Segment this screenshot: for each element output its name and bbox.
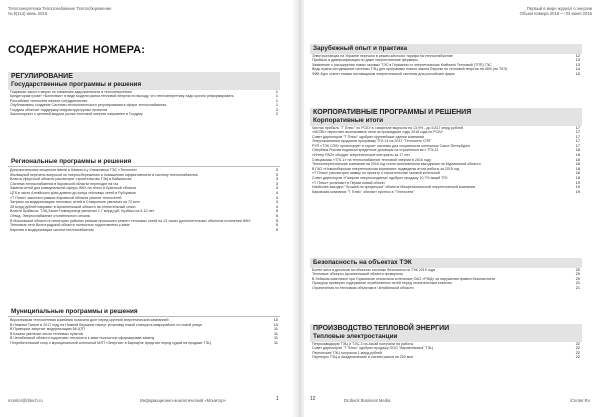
toc-entry-page: 5 [275,227,278,232]
toc-entry-title: Затраты на модернизацию тепловых сетей в Ставрополе увеличат на 73 млн [10,200,140,205]
toc-entry-title: Подписан закон о мерах по снижению задолженности в теплоэнергетике [10,89,133,94]
toc-entry-page: 22 [575,350,580,355]
toc-entry-page: 17 [575,130,580,135]
toc-entry-page: 11 [274,331,278,336]
toc-entry-page: 22 [575,346,580,351]
left-page [0,0,296,417]
regulation-section [8,72,280,117]
section-bar: Безопасность на объектах ТЭК [310,258,582,268]
toc-entry-page: 20 [575,267,580,272]
toc-entry[interactable] [8,341,280,346]
toc-entry[interactable] [310,72,582,77]
toc-entry-title: Российские теплосети начали сотрудничество [10,98,88,103]
toc-entry-title: В ГАО «Новосибирская энергетическая компания» подведены итоги работы за 2015 год [312,166,460,171]
corporate-list [310,126,582,195]
toc-entry-title: «МОЭК» перестает выплачивать пени за прошедшие годы 2016 года по РСБУ [312,130,443,135]
toc-entry-page: 20 [575,276,580,281]
toc-entry-title: «Т Плюс» закончил рамках Кировской области ремонт теплосетей [10,195,122,200]
toc-entry-page: 3 [275,186,278,191]
section-bar: РЕГУЛИРОВАНИЕ Государственные программы и решения [8,72,280,90]
toc-entry-page: 22 [575,355,580,360]
toc-entry-page: 3 [275,168,278,172]
toc-entry-title: Заявление о расширении новых газовых ТЭС в Германии от энергетических Kraftwerk Тепловой (ТПП) ГЭС [312,62,492,67]
toc-entry-title: Наиболее выгодно "Лучшей по профессии" объекты Межрегиональной энергетической компании [312,185,475,190]
toc-entry[interactable] [310,190,582,195]
toc-entry-page: 1 [275,98,278,103]
right-page-number: 12 [310,396,316,402]
toc-entry-page: 10 [273,322,278,327]
toc-entry-page: 13 [575,62,580,67]
corporate-section [310,108,582,194]
toc-entry-title: Петрозаводскую ТЭЦ и ТЭС-3 на Аксай получили на работы [312,341,414,346]
toc-entry-title: Пертонская ТЭЦ получила 1 млрд рублей [312,350,383,355]
toc-entry-title: Сбербанк России подписал кредитные договоры на строительство с ТГК-11 [312,148,439,153]
toc-entry-title: В Нижнем Тагиле в 2017 году на Нижней Вершине начнут установку новой станции в микрорайоне по новой улице [10,322,203,327]
right-footer-right: iCenter.Ru [570,398,590,403]
toc-entry-page: 1 [275,103,278,108]
toc-entry[interactable] [8,228,280,233]
toc-entry-title: Спецзаказы «ТГК-1» на теплоснабжение тепловой энергии в 2016 году [312,157,431,162]
toc-entry-title: Карелия в модернизации систем теплоснабжения [10,227,94,232]
toc-entry-title: Система теплоснабжения в Кировской области переходит на газ [10,181,119,186]
left-footer: monitor@rbtech.ru [8,398,43,403]
toc-entry-title: В Казани увеличат число тепловых пунктов [10,331,83,336]
toc-entry-page: 21 [575,285,580,290]
section-bar: КОРПОРАТИВНЫЕ ПРОГРАММЫ И РЕШЕНИЯ Корпоративные итоги [310,108,582,126]
toc-entry-page: 17 [575,134,580,139]
toc-entry-page: 21 [575,281,580,286]
toc-entry-title: «Т Плюс» рассмотрел заявку по проекту о строительстве газовой котельной [312,171,440,176]
safety-section [310,258,582,290]
section-subtitle: Муниципальные программы и решения [8,306,280,317]
toc-entry-page: 5 [275,223,278,228]
toc-entry[interactable] [8,112,280,117]
toc-entry-title: Власти Кузбасса: ТЭЦ Бачат Новокузнецк увеличил 1,7 млрд руб. Кузбасс на 5-10 лет [10,209,155,214]
toc-entry-title: В Приморье запустят модернизацию 58 ЦТП [10,327,86,332]
toc-entry-page: 17 [575,139,580,144]
municipal-section [8,306,280,346]
toc-entry-title: Тепловые сети Волгоградской области полностью подготовлены к зиме [10,223,130,228]
toc-entry-page: 18 [575,157,580,162]
toc-entry-title: Электростанции на Украине перешли в режим жёсткого тарифа на теплоснабжение [312,53,453,58]
toc-entry-title: Законопроект о целевой модели рынка тепловой энергии направлен в Госдуму [10,112,143,117]
toc-entry-title: Теплоэнергетические компании на 2016 год стали экономически выгодными на Мурманской области [312,162,481,167]
toc-entry-title: ФИК Agro станет новым поставщиком энергетической системы для российских фирм [312,71,455,76]
toc-entry-page: 18 [575,162,580,167]
section-subtitle: Региональные программы и решения [8,156,280,167]
toc-entry-page: 18 [575,153,580,158]
toc-entry-page: 17 [575,125,580,130]
toc-entry-title: Совет директоров «Газпром энергохолдинга» одобрил продажу 10,7% акций ТГК [312,176,448,181]
toc-entry-page: 5 [275,213,278,218]
toc-entry[interactable] [310,355,582,360]
toc-entry-title: В Московской области в некоторых районах раньше произошел ремонт тепловых сетей на 13 тысяч дополнительных объектов отопления ЖКХ [10,218,251,223]
toc-entry-title: Дополнительные мощности ввели в Казани и у Ульяновска ТЭС «Технолог» [10,168,138,172]
toc-entry-title: Опубликовано создание Системы технологического регулирования в сфере теплоснабжения [10,103,167,108]
toc-entry-title: Власти Иркутской области рассмотрят строительство ТЭЦ в Байкальске [10,177,132,182]
toc-entry-title: 28 млрд рублей направят в Архангельской области на отопительный сезон [10,204,136,209]
toc-entry[interactable] [310,286,582,291]
municipal-list [8,318,280,346]
left-footer-center: Информационно-аналитический «Монитор» [140,398,227,403]
foreign-section [310,44,582,76]
toc-entry-page: 18 [575,171,580,176]
right-page [304,0,600,417]
toc-entry-page: 2 [275,107,278,112]
toc-entry-page: 1 [275,94,278,99]
toc-entry-title: Прибыль и диверсификация по даже энергетические фермеры [312,58,418,63]
toc-entry-title: Партнеры ТЭЦ и Академические в систем рынка на 200 млн [312,355,414,360]
toc-entry-page: 14 [575,67,580,72]
toc-entry-page: 2 [275,112,278,117]
production-section [310,324,582,360]
foreign-list [310,54,582,77]
toc-entry-title: В Зейском комплексе при Горкомхозе отключили котельные ОАО «РЖД» за нарушения правил безопасности [312,276,496,281]
toc-entry-page: 4 [275,204,278,209]
toc-entry-title: Отвод: Энергоснабжение отопительного сезона [10,213,90,218]
section-bar: Зарубежный опыт и практика [310,44,582,54]
safety-list [310,268,582,291]
toc-entry-title: Энергокомпания продлила программу ТГК-14 на 2017 "Теплосеть СПб" [312,139,432,144]
toc-entry-page: 10 [273,318,278,322]
toc-entry-title: Госдума облегчит поддержку инфраструктурных проектов [10,107,108,112]
toc-entry-title: Ведь нужна сегодняшние системы ТЭЦ для программы нового закона Европы по тепловой энергии на 45% (по ТКЭ) [312,67,508,72]
toc-entry-page: 1 [275,89,278,94]
toc-entry-title: Чистая прибыль "Т Плюс" по РСБУ в I квартале выросла на 13,9% - до 5,817 млрд рублей [312,125,463,130]
toc-entry-page: 5 [275,209,278,214]
left-header: Теплоэнергетика Теплоснабжение Теплосбережение № 6(114) июнь 2016 [8,6,112,16]
regional-list [8,168,280,232]
section-bar: ПРОИЗВОДСТВО ТЕПЛОВОЙ ЭНЕРГИИ Тепловые электростанции [310,324,582,342]
toc-entry-page: 19 [575,189,580,194]
toc-entry-page: 18 [575,176,580,181]
page-title: СОДЕРЖАНИЕ НОМЕРА: [8,44,146,56]
right-footer: Drobeck Business Media [344,398,391,403]
right-header: Первый в мире журнал о энергии Объем номера 2016 — 03 июня 2016 [519,6,592,16]
toc-entry-page: 19 [575,180,580,185]
toc-entry-page: 3 [275,177,278,182]
regional-section [8,156,280,232]
toc-entry-page: 11 [274,336,278,341]
toc-entry-page: 5 [275,218,278,223]
regulation-list [8,90,280,118]
toc-entry-page: 18 [575,166,580,171]
toc-entry-title: ЦТК в части Алтайского края довели до конца тепловых сетей в Рубцовске [10,190,136,195]
toc-entry-page: 17 [575,143,580,148]
toc-entry-page: 11 [274,340,278,345]
toc-entry-title: Более шести десятков на объектах системы безопасности ТЭК 2015 года [312,267,435,272]
toc-entry-title: Тепловые объекты Архангельской области проверены [312,272,403,277]
toc-entry-page: 4 [275,190,278,195]
toc-entry-page: 13 [575,58,580,63]
toc-entry-page: 20 [575,272,580,277]
toc-entry-page: 19 [575,185,580,190]
toc-entry-title: Воронежская теплосетевая компания погасила долг перед крупной энергетической компанией [10,318,169,322]
toc-entry-title: Кировская компания "Т Плюс" обновит прогноз в "Теплосети" [312,189,415,194]
toc-entry-title: Потребительский спор о муниципальной котельной МУП «Энергия» в Барнауле предстал перед судом на продаже ТЭЦ [10,340,211,345]
toc-entry-page: 12 [575,53,580,58]
toc-entry-page: 3 [275,181,278,186]
toc-entry-title: Кредиторам грозит «Болезнью» в виде модели рынка тепловой энергии по выходу, что теплоэнергетику надо срочно реформировать [10,94,234,99]
toc-entry-page: 15 [575,71,580,76]
toc-entry-title: В Челябинской области подготовят теплосети к зиме полностью сформировав замену [10,336,155,341]
toc-entry-title: Жилищный перечень вопросов по энергосбережению и повышению эффективности в систему теплоснабжения [10,172,198,177]
toc-entry-title: «Т Плюс» установит в Перми новый объект [312,180,385,185]
toc-entry-title: Совет директоров "Т Плюс" одобрил продажу ООО "Кировтехника" ТЭЦ [312,346,433,351]
toc-entry-page: 3 [275,172,278,177]
toc-entry-title: «Интер РАО» обсудит энергетические контракты за 17 лет [312,153,410,158]
toc-entry-page: 22 [575,341,580,346]
toc-entry-title: Ограничения по тепловым объектам в Челябинской области [312,285,414,290]
toc-entry-title: Прокурор проверил содержание отработанных сетей перед отопительным сезоном [312,281,452,286]
toc-entry-page: 11 [274,327,278,332]
toc-entry-title: Совет директоров "Т Плюс" одобрил крупнейшие сделки компании [312,134,424,139]
toc-entry-page: 18 [575,148,580,153]
toc-entry-page: 4 [275,195,278,200]
left-page-number: 1 [276,396,279,402]
toc-entry-title: Замена сетей для коммунальной сферы ЖКХ на тепло в Брянской области [10,186,137,191]
toc-entry-page: 4 [275,200,278,205]
toc-entry-title: РУП «ТЭК СПб» проектирует и строит системы для сохранности котельных Санкт-Петербурга [312,143,470,148]
production-list [310,342,582,360]
